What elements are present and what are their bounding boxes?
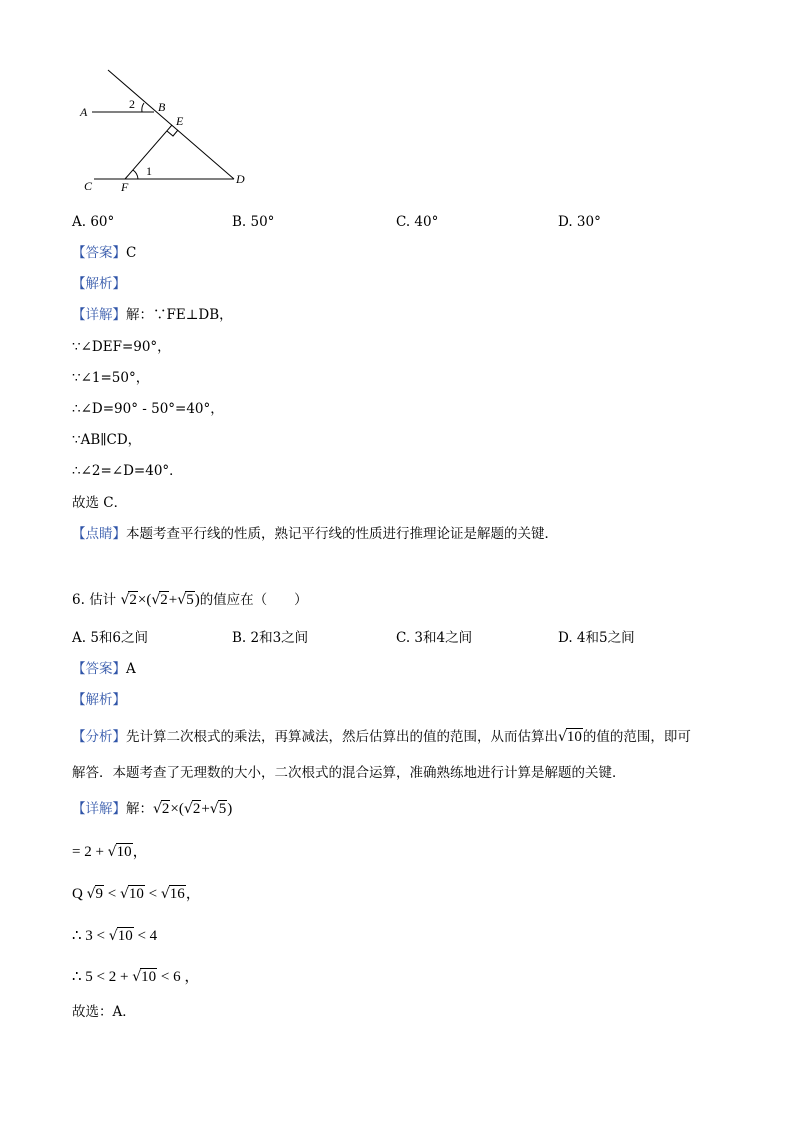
label-c: C [84,179,93,193]
q6-analyze-line-1: 【分析】先计算二次根式的乘法，再算减法，然后估算出的值的范围，从而估算出√10的值的范围，即可 [72,729,691,745]
q5-step-5: ∵AB∥CD， [72,432,142,448]
q6-answer-line [72,660,136,678]
q5-option-a: A. 60° [72,214,115,230]
detail-tag: 【详解】 [72,801,126,817]
q6-expression: √2×(√2+√5) [120,592,200,608]
q5-detail-line [72,306,233,324]
answer-tag: 【答案】 [72,661,126,677]
q6-analyze-line-2: 解答．本题考查了无理数的大小，二次根式的混合运算，准确熟练地进行计算是解题的关键． [72,765,626,781]
angle-1-arc [133,170,138,179]
right-angle-mark [167,130,178,136]
q6-stem-pre: 估计 [89,592,117,608]
label-f: F [121,180,129,194]
label-2: 2 [129,97,135,111]
q5-answer: C [126,245,137,261]
q5-option-d: D. 30° [558,214,601,230]
answer-tag: 【答案】 [72,245,126,261]
q6-step-1: = 2 + √10， [72,844,148,860]
detail-tag: 【详解】 [72,307,126,323]
q5-option-b: B. 50° [232,214,275,230]
q6-option-b: B. 2和3之间 [232,630,309,646]
geometry-figure [72,64,262,196]
label-b: B [158,100,166,114]
q5-step-3: ∵∠1=50°， [72,370,150,386]
q6-stem [72,591,308,609]
q5-step-1: 解：∵FE⊥DB， [126,307,233,323]
q6-step-2: Q √9 < √10 < √16， [72,886,201,902]
q5-step-7: 故选 C． [72,495,128,511]
line-bd [108,70,234,179]
q6-option-c: C. 3和4之间 [396,630,473,646]
q6-detail-line: 【详解】解：√2×(√2+√5) [72,801,233,817]
comment-tag: 【点睛】 [72,526,126,542]
q5-step-4: ∴∠D=90° - 50°=40°， [72,401,224,417]
q5-comment: 本题考查平行线的性质，熟记平行线的性质进行推理论证是解题的关键． [126,526,558,542]
q6-number: 6. [72,592,85,608]
label-a: A [80,105,88,119]
q6-stem-post: 的值应在（ ） [199,592,308,608]
angle-2-arc [142,103,144,112]
label-e: E [176,114,184,128]
q6-final: 故选：A． [72,1004,136,1020]
q6-answer: A [126,661,136,677]
q6-step-4: ∴ 5 < 2 + √10 < 6 ， [72,969,200,985]
label-d: D [236,172,245,186]
q6-analysis-tag: 【解析】 [72,692,126,708]
q6-option-d: D. 4和5之间 [558,630,635,646]
q6-step-3: ∴ 3 < √10 < 4 [72,928,158,944]
q5-answer-line [72,244,136,262]
q5-step-6: ∴∠2=∠D=40°． [72,463,183,479]
q5-step-2: ∵∠DEF=90°， [72,339,171,355]
q5-comment-line [72,525,558,543]
q5-option-c: C. 40° [396,214,439,230]
label-1: 1 [146,164,152,178]
q5-analysis-tag: 【解析】 [72,276,126,292]
q6-option-a: A. 5和6之间 [72,630,149,646]
analyze-tag: 【分析】 [72,729,126,745]
